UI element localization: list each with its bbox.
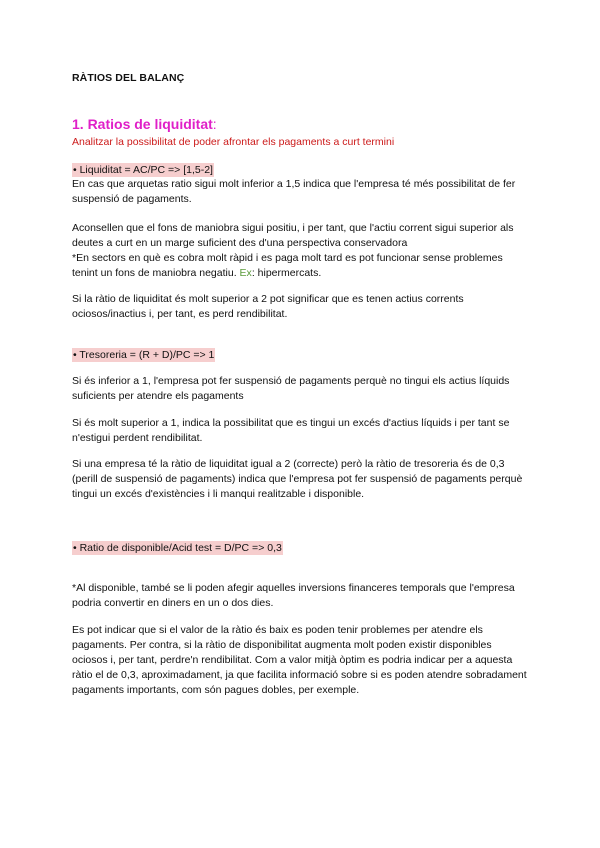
example-text: : hipermercats.	[251, 267, 322, 279]
liquiditat-paragraph-2	[72, 221, 528, 281]
disponible-formula: • Ratio de disponible/Acid test = D/PC => 0,3	[73, 542, 282, 554]
tresoreria-paragraph-3	[72, 457, 528, 502]
example-label: Ex	[239, 267, 252, 279]
liquiditat-p2-note: *En sectors en què es cobra molt ràpid i es paga molt tard es pot funcionar sense problemes tenint un fons de maniobra negatiu.	[72, 252, 503, 279]
section-subtitle: Analitzar la possibilitat de poder afrontar els pagaments a curt termini	[72, 136, 395, 148]
liquiditat-p2-line1: Aconsellen que el fons de maniobra sigui positiu, i per tant, que l'actiu corrent sigui superior als deutes a curt en un marge suficient des d'una perspectiva conservadora	[72, 222, 514, 249]
disponible-p1-text: *Al disponible, també se li poden afegir aquelles inversions financeres temporals que l'empresa podria convertir en diners en un o dos dies.	[72, 582, 515, 609]
tresoreria-p1-text: Si és inferior a 1, l'empresa pot fer suspensió de pagaments perquè no tingui els actius líquids suficients per atendre els pagaments	[72, 375, 510, 402]
section-heading-text: 1. Ratios de liquiditat	[72, 116, 213, 132]
liquiditat-p3-text: Si la ràtio de liquiditat és molt superior a 2 pot significar que es tenen actius corrents ociosos/inactius i, per tant, es perd rendibilitat.	[72, 293, 464, 320]
liquiditat-formula: • Liquiditat = AC/PC => [1,5-2]	[73, 164, 213, 176]
tresoreria-p3-text: Si una empresa té la ràtio de liquiditat igual a 2 (correcte) però la ràtio de tresoreria és de 0,3 (perill de suspensió de pagaments) indica que l'empresa pot fer suspensió de pagaments perquè tingui un excés d'existències i li manqui realitzable i disponible.	[72, 458, 523, 500]
disponible-p2-text: Es pot indicar que si el valor de la ràtio és baix es poden tenir problemes per atendre els pagaments. Per contra, si la ràtio de disponibilitat augmenta molt poden existir disponibles ociosos i, per tant, perdre'n rendibilitat. Com a valor mitjà òptim es podria indicar per a aquesta ràtio el de 0,3, aproximadament, ja que facilita informació sobre si es poden atendre sobradament pagaments importants, com són pagues dobles, per exemple.	[72, 624, 527, 696]
document-title: RÀTIOS DEL BALANÇ	[72, 72, 185, 84]
liquiditat-p1-text: En cas que arquetas ratio sigui molt inferior a 1,5 indica que l'empresa té més possibilitat de fer suspensió de pagaments.	[72, 178, 516, 205]
liquiditat-p2-line2	[72, 251, 528, 281]
tresoreria-formula: • Tresoreria = (R + D)/PC => 1	[73, 349, 215, 361]
section-heading	[72, 116, 217, 132]
liquiditat-paragraph-1	[72, 177, 528, 207]
tresoreria-paragraph-2	[72, 416, 528, 446]
tresoreria-p2-text: Si és molt superior a 1, indica la possibilitat que es tingui un excés d'actius líquids i per tant se n'estigui perdent rendibilitat.	[72, 417, 510, 444]
section-heading-colon: :	[212, 116, 217, 132]
liquiditat-paragraph-3	[72, 292, 528, 322]
tresoreria-paragraph-1	[72, 374, 528, 404]
disponible-paragraph-2	[72, 623, 528, 698]
disponible-paragraph-1	[72, 581, 528, 611]
